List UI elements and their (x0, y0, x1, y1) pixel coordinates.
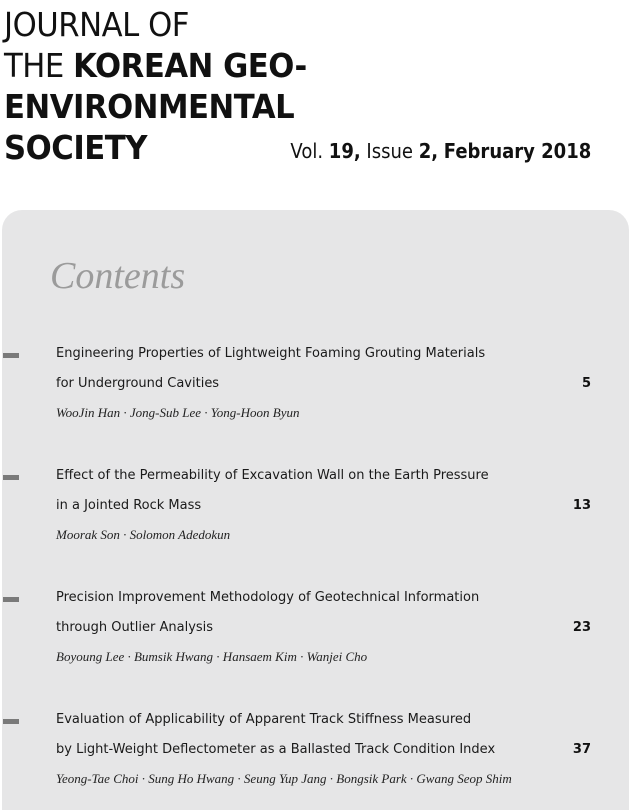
entry-marker (3, 719, 19, 724)
article-title-line1[interactable]: Precision Improvement Methodology of Geotechnical Information (56, 590, 480, 605)
article-title-line2[interactable]: through Outlier Analysis (56, 620, 214, 635)
issue-label: Issue (366, 139, 413, 163)
article-title-line1[interactable]: Engineering Properties of Lightweight Foaming Grouting Materials (56, 346, 486, 361)
article-page-number: 37 (572, 742, 591, 757)
volume-number: 19, (328, 139, 361, 163)
article-title-line2[interactable]: for Underground Cavities (56, 376, 220, 391)
entry-marker (3, 475, 19, 480)
entry-marker (3, 353, 19, 358)
journal-title-line1: JOURNAL OF (4, 5, 189, 44)
article-entry[interactable] (0, 346, 629, 436)
article-entry[interactable] (0, 590, 629, 680)
article-authors: Yeong-Tae Choi · Sung Ho Hwang · Seung Yup Jang · Bongsik Park · Gwang Seop Shim (56, 771, 512, 786)
article-title-line2[interactable]: by Light-Weight Deflectometer as a Ballasted Track Condition Index (56, 742, 496, 757)
article-authors: Moorak Son · Solomon Adedokun (56, 527, 231, 542)
issue-info (290, 139, 591, 163)
article-authors: WooJin Han · Jong-Sub Lee · Yong-Hoon Byun (56, 405, 300, 420)
article-page-number: 23 (572, 620, 591, 635)
journal-title-line3: SOCIETY (4, 128, 148, 167)
entry-marker (3, 597, 19, 602)
journal-title-line2-prefix: THE (4, 46, 74, 85)
contents-heading: Contents (50, 255, 186, 297)
article-entry[interactable] (0, 712, 629, 802)
article-page-number: 13 (572, 498, 591, 513)
article-entry[interactable] (0, 468, 629, 558)
article-title-line1[interactable]: Effect of the Permeability of Excavation Wall on the Earth Pressure (56, 468, 489, 483)
article-title-line1[interactable]: Evaluation of Applicability of Apparent Track Stiffness Measured (56, 712, 472, 727)
volume-label: Vol. (290, 139, 323, 163)
article-authors: Boyoung Lee · Bumsik Hwang · Hansaem Kim · Wanjei Cho (56, 649, 368, 664)
article-title-line2[interactable]: in a Jointed Rock Mass (56, 498, 202, 513)
issue-number: 2, (418, 139, 438, 163)
journal-title-line2-bold: KOREAN GEO-ENVIRONMENTAL (4, 46, 307, 126)
article-page-number: 5 (581, 376, 591, 391)
issue-date: February 2018 (443, 139, 591, 163)
